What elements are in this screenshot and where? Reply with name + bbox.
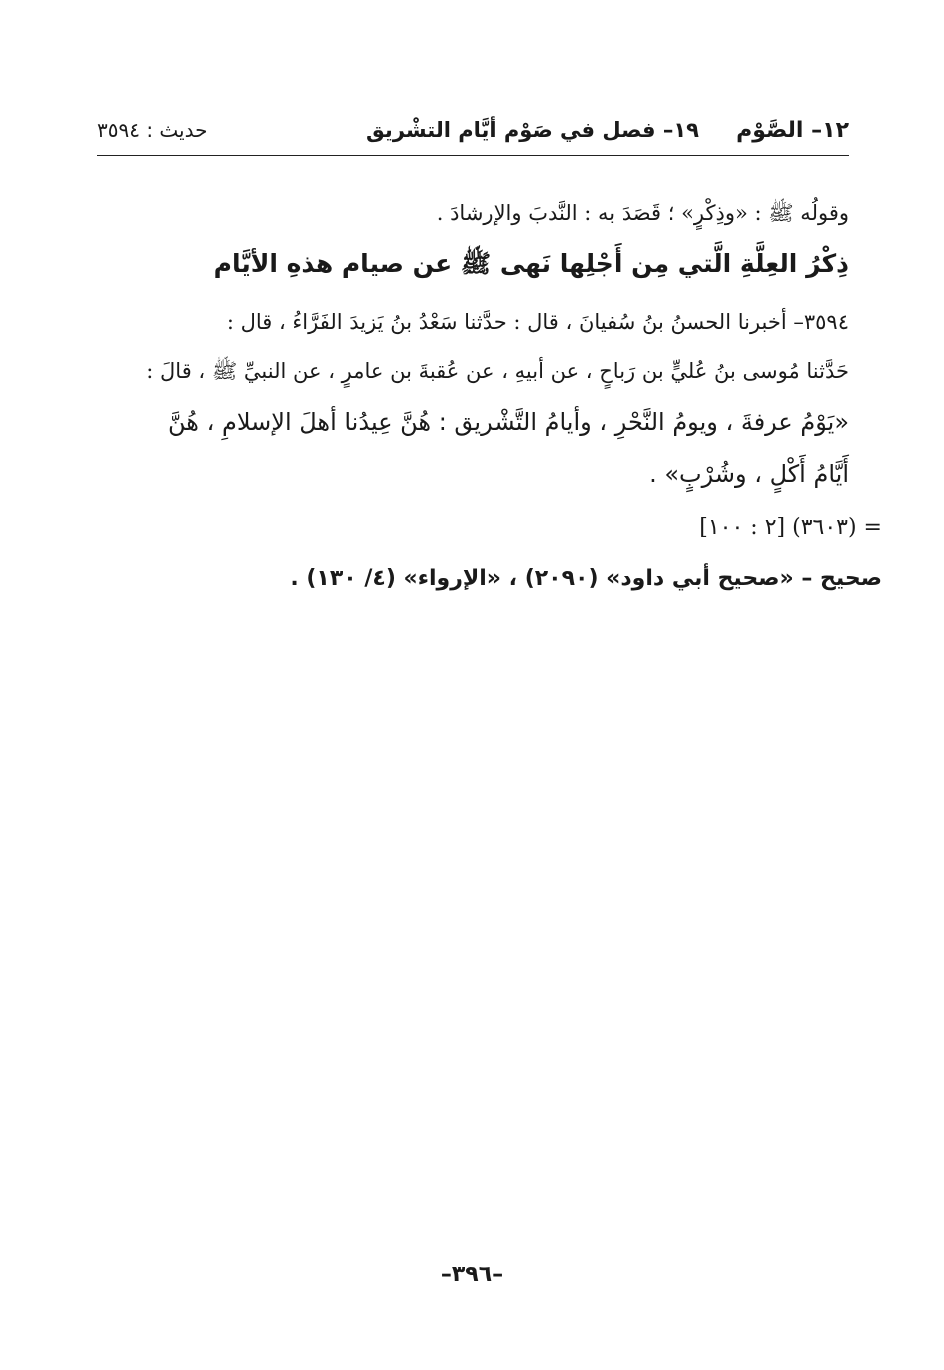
header-chapter-title: ١٩– فصل في صَوْم أيَّام التشْريق xyxy=(366,118,699,142)
section-heading: ذِكْرُ العِلَّةِ الَّتي مِن أَجْلِها نَهى ﷺ عن صيام هذهِ الأيَّام xyxy=(213,249,849,278)
text-line-grading: صحيح – «صحيح أبي داود» (٢٠٩٠) ، «الإرواء» (٤/ ١٣٠) . xyxy=(290,566,882,591)
running-header xyxy=(97,112,849,152)
text-line-matn-2: أَيَّامُ أَكْلٍ ، وشُرْبٍ» . xyxy=(649,460,849,488)
text-line-matn-1: «يَوْمُ عرفةَ ، ويومُ النَّحْرِ ، وأيامُ التَّشْريق : هُنَّ عِيدُنا أهلَ الإسلامِ ، هُنَّ xyxy=(168,408,849,436)
header-divider xyxy=(97,155,849,156)
text-line-reference: = (٣٦٠٣) [٢ : ١٠٠] xyxy=(699,515,882,540)
header-book-title: ١٢– الصَّوْم xyxy=(736,118,849,143)
page-number: –٣٩٦– xyxy=(440,1262,504,1287)
text-line-commentary: وقولُه ﷺ : «وذِكْرٍ» ؛ قَصَدَ به : النَّدبَ والإرشادَ . xyxy=(436,201,849,225)
text-line-isnad-2: حَدَّثنا مُوسى بنُ عُليٍّ بن رَباحٍ ، عن أبيهِ ، عن عُقبةَ بن عامرٍ ، عن النبيِّ ﷺ ، قالَ : xyxy=(146,359,849,383)
text-line-isnad-1: ٣٥٩٤– أخبرنا الحسنُ بنُ سُفيانَ ، قال : حدَّثنا سَعْدُ بنُ يَزيدَ الفَرَّاءُ ، قال : xyxy=(226,310,849,334)
header-hadith-number: حديث : ٣٥٩٤ xyxy=(97,118,208,142)
